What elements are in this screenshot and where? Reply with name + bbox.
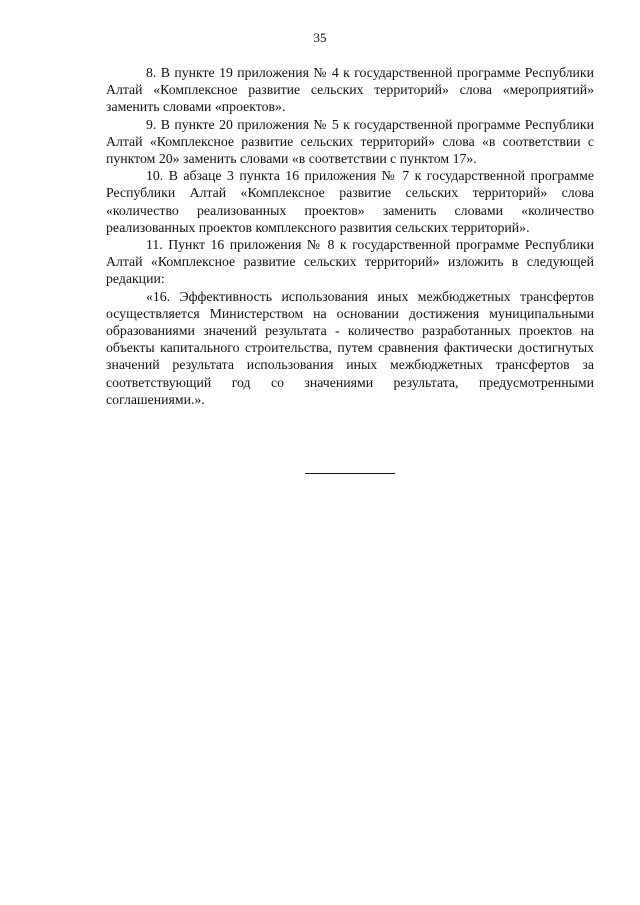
paragraph-item-9: 9. В пункте 20 приложения № 5 к государственной программе Республики Алтай «Комплексное развитие сельских территорий» слова «в соответствии с пунктом 20» заменить словами «в соответствии с пунктом 17». [106, 116, 594, 167]
paragraph-item-11: 11. Пункт 16 приложения № 8 к государственной программе Республики Алтай «Комплексное развитие сельских территорий» изложить в следующей редакции: [106, 237, 594, 287]
quoted-new-point-16: «16. Эффективность использования иных межбюджетных трансфертов осуществляется Министерством на основании достижения муниципальными образованиями значений результата - количество разработанных проектов на объекты капитального строительства, путем сравнения фактически достигнутых значений результата использования иных межбюджетных трансфертов за соответствующий год со значениями результата, предусмотренными соглашениями.». [106, 288, 594, 407]
paragraph-item-8: 8. В пункте 19 приложения № 4 к государственной программе Республики Алтай «Комплексное развитие сельских территорий» слова «мероприятий» заменить словами «проектов». [106, 65, 594, 115]
paragraph-item-10: 10. В абзаце 3 пункта 16 приложения № 7 к государственной программе Республики Алтай «Комплексное развитие сельских территорий» слова «количество реализованных проектов» заменить словами «количество реализованных проектов комплексного развития сельских территорий». [106, 168, 594, 235]
page-number: 35 [313, 30, 327, 45]
document-body [106, 64, 594, 408]
end-separator-line [305, 473, 395, 474]
